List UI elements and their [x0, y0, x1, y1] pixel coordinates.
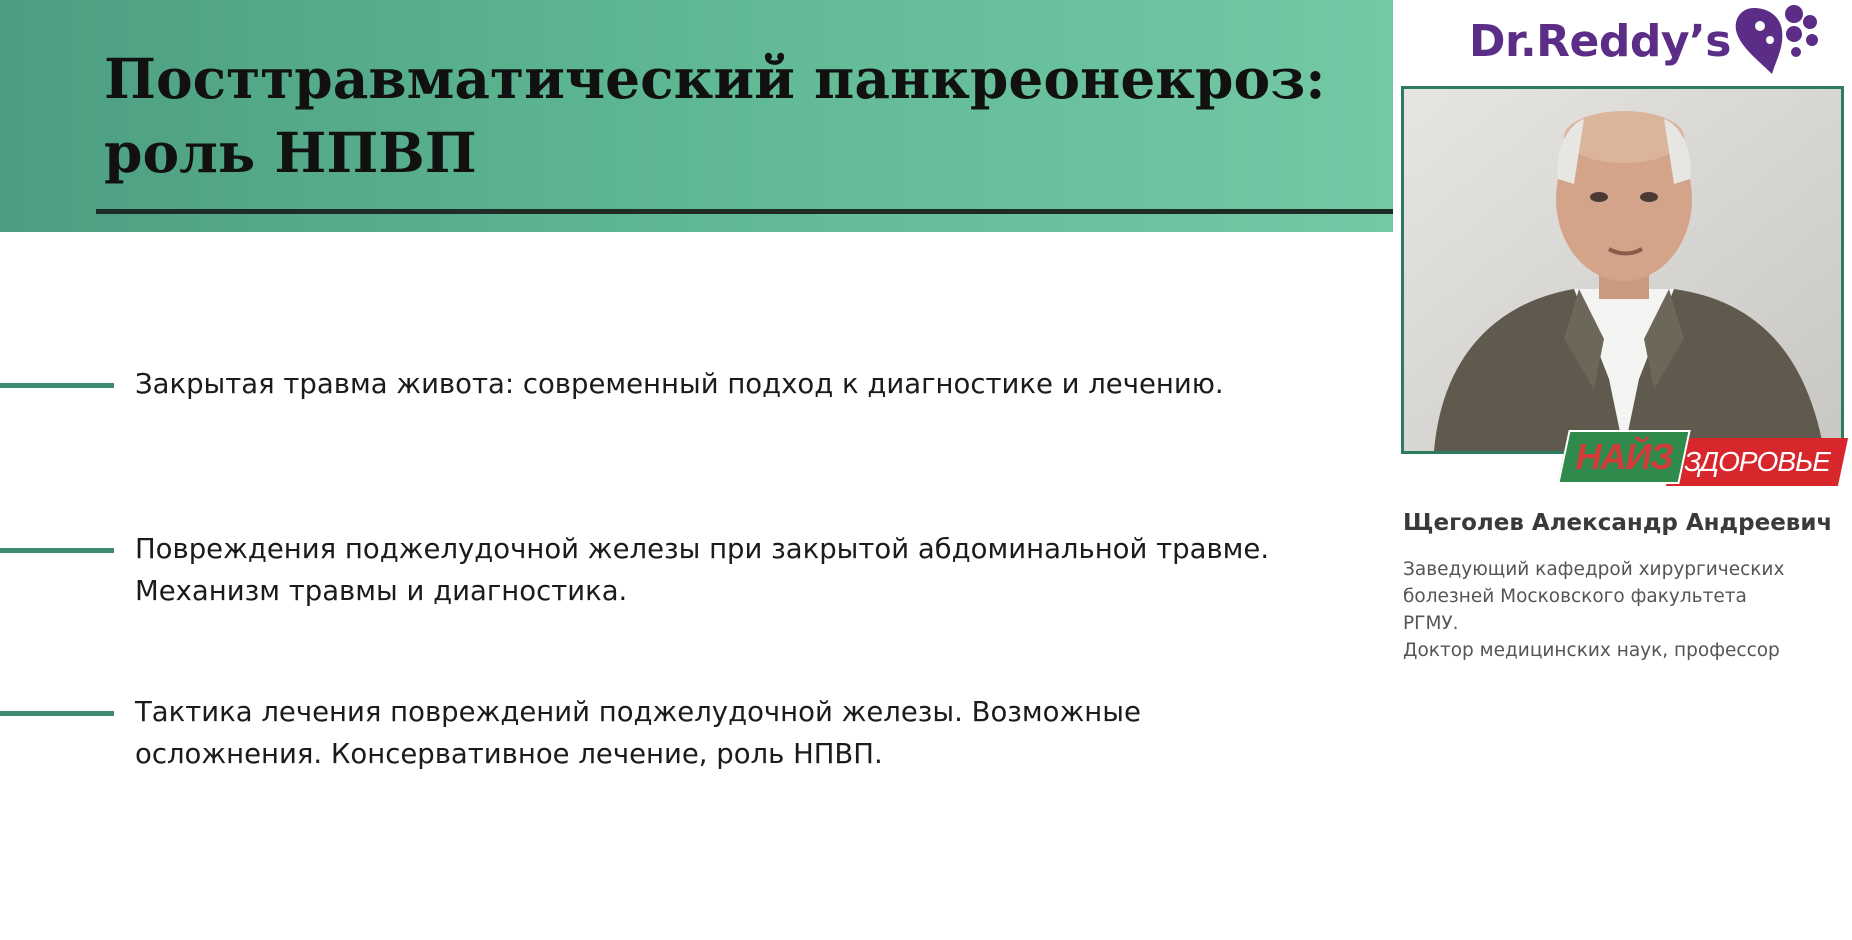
bullet-text — [135, 528, 1370, 612]
speaker-sidebar — [1393, 0, 1852, 940]
speaker-name: Щеголев Александр Андреевич — [1403, 510, 1833, 536]
bullet-text-line: Тактика лечения повреждений поджелудочной железы. Возможные — [135, 696, 1141, 728]
speaker-bio-line: Заведующий кафедрой хирургических — [1403, 559, 1785, 580]
slide-title-line-2: роль НПВП — [104, 120, 477, 185]
dr-reddys-logo — [1469, 0, 1849, 84]
speaker-bio-line: РГМУ. — [1403, 613, 1459, 634]
speaker-bio-line: Доктор медицинских наук, профессор — [1403, 640, 1780, 661]
badge-red-text: ЗДОРОВЬЕ — [1684, 446, 1830, 477]
badge-green-text: НАЙЗ — [1575, 436, 1673, 477]
bullet-text — [135, 691, 1370, 775]
bullet-marker — [0, 711, 114, 716]
badge-red-part — [1666, 438, 1848, 486]
speaker-portrait-image — [1404, 89, 1841, 451]
speaker-bio — [1403, 556, 1848, 664]
bullet-text-line: Механизм травмы и диагностика. — [135, 575, 628, 607]
speaker-video — [1401, 86, 1844, 454]
show-badge — [1563, 430, 1848, 490]
badge-green-part — [1557, 430, 1690, 484]
logo-heart-icon — [1724, 0, 1824, 80]
slide-title-line-1: Посттравматический панкреонекроз: — [104, 46, 1326, 111]
speaker-bio-line: болезней Московского факультета — [1403, 586, 1747, 607]
bullet-text-line: осложнения. Консервативное лечение, роль НПВП. — [135, 738, 883, 770]
header-divider — [96, 209, 1393, 214]
logo-text: Dr.Reddy’s — [1469, 16, 1731, 67]
bullet-marker — [0, 383, 114, 388]
bullet-text — [135, 363, 1370, 405]
bullet-text-line: Закрытая травма живота: современный подход к диагностике и лечению. — [135, 368, 1224, 400]
slide-title — [104, 42, 1364, 190]
bullet-text-line: Повреждения поджелудочной железы при закрытой абдоминальной травме. — [135, 533, 1270, 565]
bullet-marker — [0, 548, 114, 553]
